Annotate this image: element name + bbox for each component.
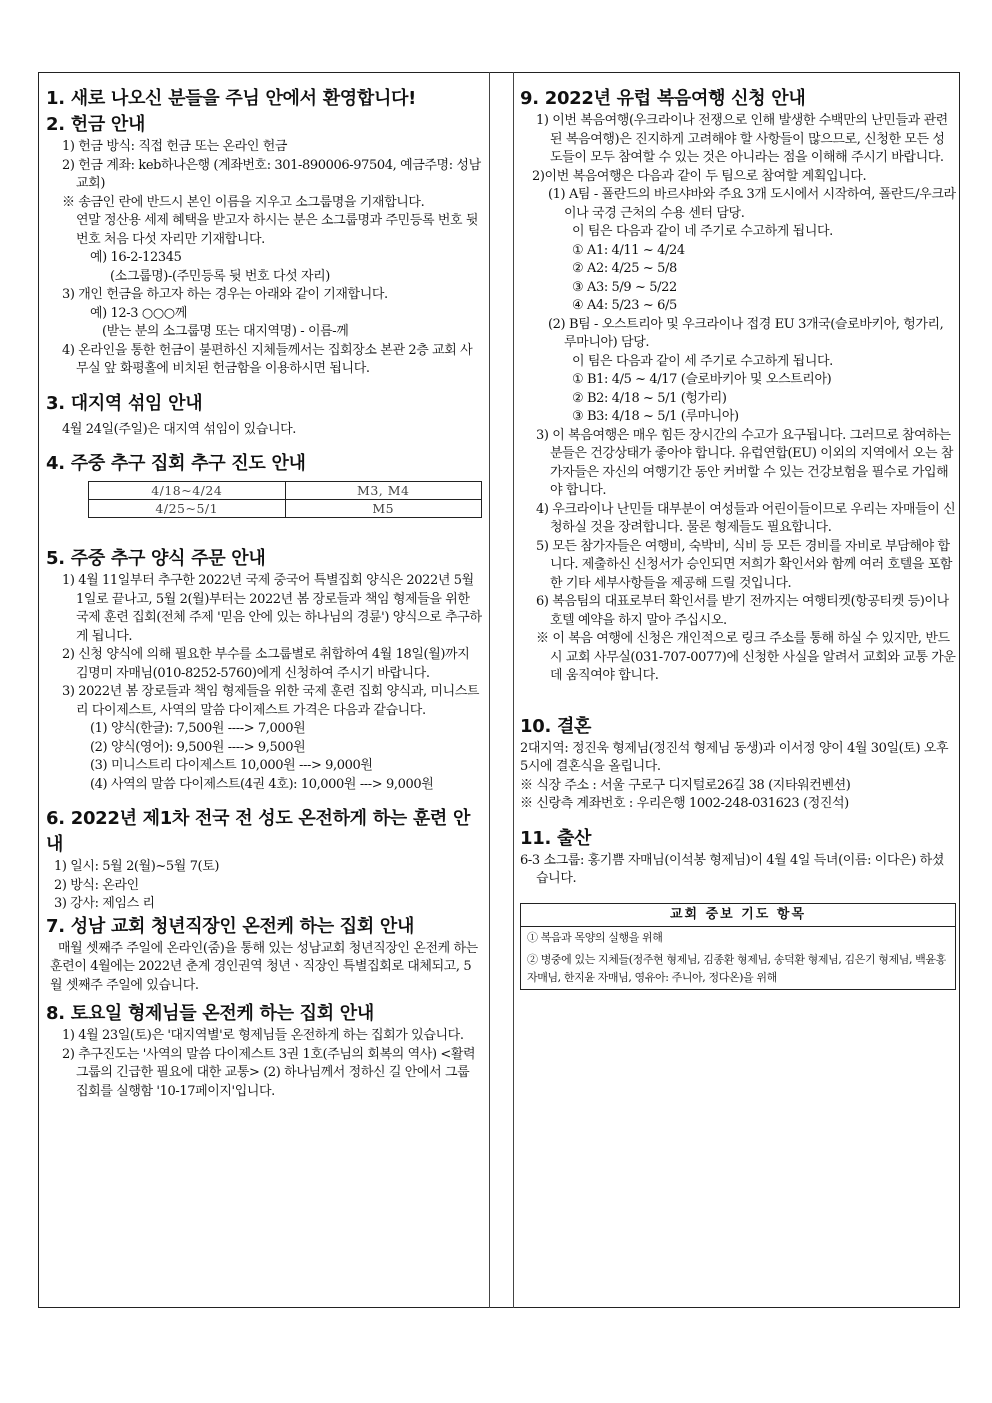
section-title: 10. 결혼 <box>520 715 592 737</box>
paragraph: 2대지역: 정진욱 형제님(정진석 형제님 동생)과 이서정 양이 4월 30일(토) 오후 5시에 결혼식을 올립니다. <box>520 740 949 774</box>
paragraph: 이 팀은 다음과 같이 세 주기로 수고하게 됩니다. <box>572 353 833 369</box>
paragraph: 3) 이 복음여행은 매우 힘든 장시간의 수고가 요구됩니다. 그러므로 참여하는 분들은 건강상태가 좋아야 합니다. 유럽연합(EU) 이외의 지역에서 오는 참가자들은 자신의 여행기간 동안 커버할 수 있는 건강보험을 필수로 가입해야 합니다. <box>536 427 954 498</box>
paragraph: ※ 식장 주소 : 서울 구로구 디지털로26길 38 (지타워컨벤션) <box>520 777 851 793</box>
example: (받는 분의 소그룹명 또는 대지역명) - 이름-께 <box>102 324 349 339</box>
paragraph: 4) 우크라이나 난민들 대부분이 여성들과 어린이들이므로 우리는 자매들이 신청하실 것을 장려합니다. 물론 형제들도 필요합니다. <box>536 501 956 535</box>
paragraph: 2) 헌금 계좌: keb하나은행 (계좌번호: 301-890006-97504, 예금주명: 성남교회) <box>62 157 481 191</box>
section-title: 9. 2022년 유럽 복음여행 신청 안내 <box>520 88 806 109</box>
price-item: (1) 양식(한글): 7,500원 ----> 7,000원 <box>90 721 306 736</box>
section-title: 11. 출산 <box>520 827 592 849</box>
example: 예) 12-3 ○○○께 <box>90 305 187 321</box>
table-cell: M5 <box>285 500 482 518</box>
paragraph: 2) 신청 양식에 의해 필요한 부수를 소그룹별로 취합하여 4월 18일(월)까지 김명미 자매님(010-8252-5760)에게 신청하여 주시기 바랍니다. <box>62 647 470 681</box>
paragraph: 1) 4월 11일부터 추구한 2022년 국제 중국어 특별집회 양식은 2022년 5월 1일로 끝나고, 5월 2(월)부터는 2022년 봄 장로들과 책임 형제들을 위한 국제 훈련 집회(전체 주제 '믿음 안에 있는 하나님의 경륜') 양식으로 추구하게 됩니다. <box>62 573 482 644</box>
paragraph: 2) 추구진도는 '사역의 말씀 다이제스트 3권 1호(주님의 회복의 역사) <활력그룹의 긴급한 필요에 대한 교통> (2) 하나님께서 정하신 길 안에서 그룹 집회를 실행함 '10-17페이지'입니다. <box>62 1046 476 1099</box>
schedule-item: ② A2: 4/25 ~ 5/8 <box>572 261 677 276</box>
paragraph: 4월 24일(주일)은 대지역 섞임이 있습니다. <box>62 421 296 437</box>
note: ※ 송금인 란에 반드시 본인 이름을 지우고 소그룹명을 기재합니다. <box>62 194 425 210</box>
paragraph: 매월 셋째주 주일에 온라인(줌)을 통해 있는 성남교회 청년직장인 온전케 하는 훈련이 4월에는 2022년 춘계 경인권역 청년ㆍ직장인 특별집회로 대체되고, 5월 셋째주 주일에 있습니다. <box>50 940 478 993</box>
table-row <box>89 500 482 518</box>
paragraph: 5) 모든 참가자들은 여행비, 숙박비, 식비 등 모든 경비를 자비로 부담해야 합니다. 제출하신 신청서가 승인되면 저희가 확인서와 함께 여러 호텔을 포함한 기타 세부사항들을 제공해 드릴 것입니다. <box>536 538 953 591</box>
section-title: 2. 헌금 안내 <box>46 114 146 135</box>
prayer-item: ① 복음과 목양의 실행을 위해 <box>527 930 663 944</box>
paragraph: 6-3 소그룹: 홍기쁨 자매님(이석봉 형제님)이 4월 4일 득녀(이름: 이다은) 하셨습니다. <box>520 852 944 886</box>
price-item: (2) 양식(영어): 9,500원 ----> 9,500원 <box>90 739 306 755</box>
paragraph: ※ 신랑측 계좌번호 : 우리은행 1002-248-031623 (정진석) <box>520 796 849 811</box>
paragraph: 1) 일시: 5월 2(월)~5월 7(토) <box>54 859 220 874</box>
section-title: 8. 토요일 형제님들 온전케 하는 집회 안내 <box>46 1003 374 1024</box>
section-title: 7. 성남 교회 청년직장인 온전케 하는 집회 안내 <box>46 915 415 937</box>
schedule-item: ① B1: 4/5 ~ 4/17 (슬로바키아 및 오스트리아) <box>572 372 832 387</box>
prayer-title: 교회 중보 기도 항목 <box>521 904 955 927</box>
paragraph: 4) 온라인을 통한 헌금이 불편하신 지체들께서는 집회장소 본관 2층 교회 사무실 앞 화평홀에 비치된 헌금함을 이용하시면 됩니다. <box>62 342 473 376</box>
paragraph: 3) 2022년 봄 장로들과 책임 형제들을 위한 국제 훈련 집회 양식과, 미니스트리 다이제스트, 사역의 말씀 다이제스트 가격은 다음과 같습니다. <box>62 684 480 718</box>
paragraph: 연말 정산용 세제 혜택을 받고자 하시는 분은 소그룹명과 주민등록 번호 뒷번호 처음 다섯 자리만 기재합니다. <box>76 213 479 247</box>
section-title: 1. 새로 나오신 분들을 주님 안에서 환영합니다! <box>46 88 417 109</box>
prayer-box <box>520 903 956 990</box>
paragraph: 2)이번 복음여행은 다음과 같이 두 팀으로 참여할 계획입니다. <box>532 168 867 184</box>
paragraph: 6) 복음팀의 대표로부터 확인서를 받기 전까지는 여행티켓(항공티켓 등)이나 호텔 예약을 하지 말아 주십시오. <box>536 594 949 628</box>
schedule-item: ③ A3: 5/9 ~ 5/22 <box>572 279 677 295</box>
paragraph: 이 팀은 다음과 같이 네 주기로 수고하게 됩니다. <box>572 224 833 239</box>
schedule-item: ③ B3: 4/18 ~ 5/1 (루마니아) <box>572 409 739 424</box>
paragraph: 3) 개인 헌금을 하고자 하는 경우는 아래와 같이 기재합니다. <box>62 287 388 302</box>
section-title: 6. 2022년 제1차 전국 전 성도 온전하게 하는 훈련 안내 <box>46 808 471 855</box>
section-title: 4. 주중 추구 집회 추구 진도 안내 <box>46 453 306 474</box>
right-column <box>520 86 956 990</box>
schedule-table <box>88 481 482 518</box>
paragraph: 1) 4월 23일(토)은 '대지역별'로 형제님들 온전하게 하는 집회가 있습니다. <box>62 1028 464 1043</box>
paragraph: 1) 헌금 방식: 직접 헌금 또는 온라인 헌금 <box>62 139 288 154</box>
schedule-item: ④ A4: 5/23 ~ 6/5 <box>572 298 677 313</box>
column-divider <box>489 72 490 1308</box>
schedule-item: ② B2: 4/18 ~ 5/1 (헝가리) <box>572 390 727 406</box>
schedule-item: ① A1: 4/11 ~ 4/24 <box>572 242 685 258</box>
price-item: (3) 미니스트리 다이제스트 10,000원 ---> 9,000원 <box>90 758 373 773</box>
team-b: (2) B팀 - 오스트리아 및 우크라이나 접경 EU 3개국(슬로바키아, 헝가리, 루마니아) 담당. <box>548 316 944 350</box>
table-cell: M3, M4 <box>285 482 482 500</box>
table-cell: 4/25~5/1 <box>89 500 286 518</box>
team-a: (1) A팀 - 폴란드의 바르샤바와 주요 3개 도시에서 시작하여, 폴란드/우크라이나 국경 근처의 수용 센터 담당. <box>548 187 956 221</box>
price-item: (4) 사역의 말씀 다이제스트(4권 4호): 10,000원 ---> 9,000원 <box>90 776 434 792</box>
left-column <box>46 86 482 1101</box>
table-cell: 4/18~4/24 <box>89 482 286 500</box>
prayer-item: ② 병중에 있는 지체들(정주현 형제님, 김종환 형제님, 송덕환 형제님, 김은기 형제님, 백윤홍 자매님, 한지윤 자매님, 영유아: 주니아, 정다온)을 위해 <box>527 952 946 984</box>
example: 예) 16-2-12345 <box>90 250 182 265</box>
note: ※ 이 복음 여행에 신청은 개인적으로 링크 주소를 통해 하실 수 있지만, 반드시 교회 사무실(031-707-0077)에 신청한 사실을 알려서 교회와 교통 가운데 움직여야 합니다. <box>536 631 956 683</box>
column-divider <box>513 72 514 1308</box>
table-row <box>89 482 482 500</box>
section-title: 5. 주중 추구 양식 주문 안내 <box>46 548 266 569</box>
paragraph: 1) 이번 복음여행(우크라이나 전쟁으로 인해 발생한 수백만의 난민들과 관련된 복음여행)은 진지하게 고려해야 할 사항들이 많으므로, 신청한 모든 성도들이 모두 참여할 수 있는 것은 아니라는 점을 이해해 주시기 바랍니다. <box>536 113 948 165</box>
paragraph: 3) 강사: 제임스 리 <box>54 896 155 911</box>
paragraph: 2) 방식: 온라인 <box>54 877 139 893</box>
example: (소그룹명)-(주민등록 뒷 번호 다섯 자리) <box>110 268 330 284</box>
section-title: 3. 대지역 섞임 안내 <box>46 392 203 414</box>
